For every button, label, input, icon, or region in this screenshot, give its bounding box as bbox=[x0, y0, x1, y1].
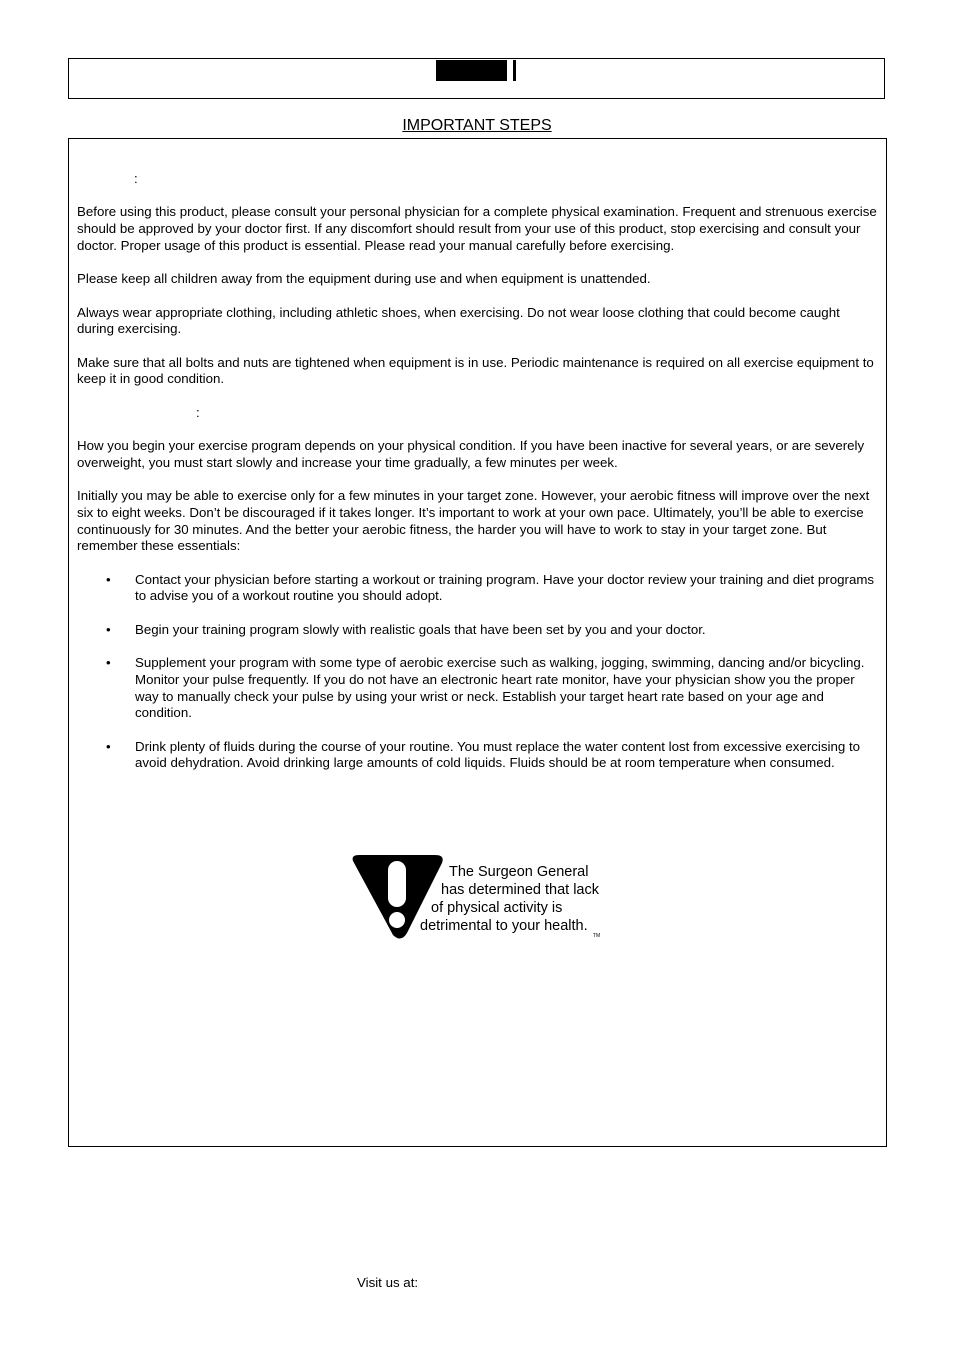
paragraph-clothing: Always wear appropriate clothing, including athletic shoes, when exercising. Do not wear loose clothing that could become caught during exercising. bbox=[77, 304, 840, 337]
surgeon-general-warning-logo bbox=[351, 855, 611, 945]
content-body bbox=[77, 171, 879, 789]
trademark-mark: TM bbox=[593, 933, 601, 939]
bullet-icon: • bbox=[106, 655, 111, 671]
list-item bbox=[77, 622, 879, 639]
safety-heading-colon: : bbox=[134, 171, 138, 186]
list-item-text: Drink plenty of fluids during the course of your routine. You must replace the water content lost from excessive exercising to avoid dehydration. Avoid drinking large amounts of cold liquids. Fluids should be at room temperature when consumed. bbox=[135, 738, 861, 771]
bullet-icon: • bbox=[106, 738, 111, 754]
header-box bbox=[68, 58, 885, 99]
list-item bbox=[77, 655, 879, 722]
essentials-list bbox=[77, 572, 879, 772]
warning-line-1: The Surgeon General bbox=[449, 864, 589, 880]
header-divider-mark bbox=[513, 60, 516, 81]
warning-line-2: has determined that lack bbox=[441, 882, 599, 898]
paragraph-physician: Before using this product, please consult your personal physician for a complete physical examination. Frequent and strenuous exercise should be approved by your doctor first. If any discomfort should result from your use of this product, stop exercising and consult your doctor. Proper usage of this product is essential. Please read your manual carefully before exercising. bbox=[77, 204, 877, 253]
warning-line-4: detrimental to your health. bbox=[420, 918, 588, 934]
list-item bbox=[77, 739, 879, 772]
section-title: IMPORTANT STEPS bbox=[402, 117, 552, 134]
header-title-block bbox=[436, 60, 507, 81]
list-item-text: Supplement your program with some type of aerobic exercise such as walking, jogging, swimming, dancing and/or bicycling. Monitor your pulse frequently. If you do not have an electronic heart rate monitor, have your physician show you the proper way to manually check your pulse by using your wrist or neck. Establish your target heart rate based on your age and condition. bbox=[135, 655, 865, 721]
paragraph-maintenance: Make sure that all bolts and nuts are tightened when equipment is in use. Periodic maintenance is required on all exercise equipment to keep it in good condition. bbox=[77, 354, 874, 387]
footer-visit-label: Visit us at: bbox=[357, 1275, 419, 1290]
list-item-text: Contact your physician before starting a workout or training program. Have your doctor review your training and diet programs to advise you of a workout routine you should adopt. bbox=[135, 571, 875, 604]
main-content-box bbox=[68, 138, 887, 1147]
paragraph-children: Please keep all children away from the equipment during use and when equipment is unattended. bbox=[77, 271, 651, 287]
exclamation-shield-icon bbox=[351, 855, 611, 945]
warning-line-3: of physical activity is bbox=[431, 900, 563, 916]
program-heading-colon: : bbox=[196, 404, 200, 420]
bullet-icon: • bbox=[106, 621, 111, 637]
list-item bbox=[77, 572, 879, 605]
bullet-icon: • bbox=[106, 571, 111, 587]
paragraph-target-zone: Initially you may be able to exercise only for a few minutes in your target zone. However, your aerobic fitness will improve over the next six to eight weeks. Don’t be discouraged if it takes longer. It’s important to work at your own pace. Ultimately, you’ll be able to exercise continuously for 30 minutes. And the better your aerobic fitness, the harder you will have to work to stay in your target zone. But remember these essentials: bbox=[77, 488, 870, 554]
paragraph-begin-program: How you begin your exercise program depends on your physical condition. If you have been inactive for several years, or are severely overweight, you must start slowly and increase your time gradually, a few minutes per week. bbox=[77, 438, 865, 470]
list-item-text: Begin your training program slowly with realistic goals that have been set by you and your doctor. bbox=[135, 621, 706, 637]
